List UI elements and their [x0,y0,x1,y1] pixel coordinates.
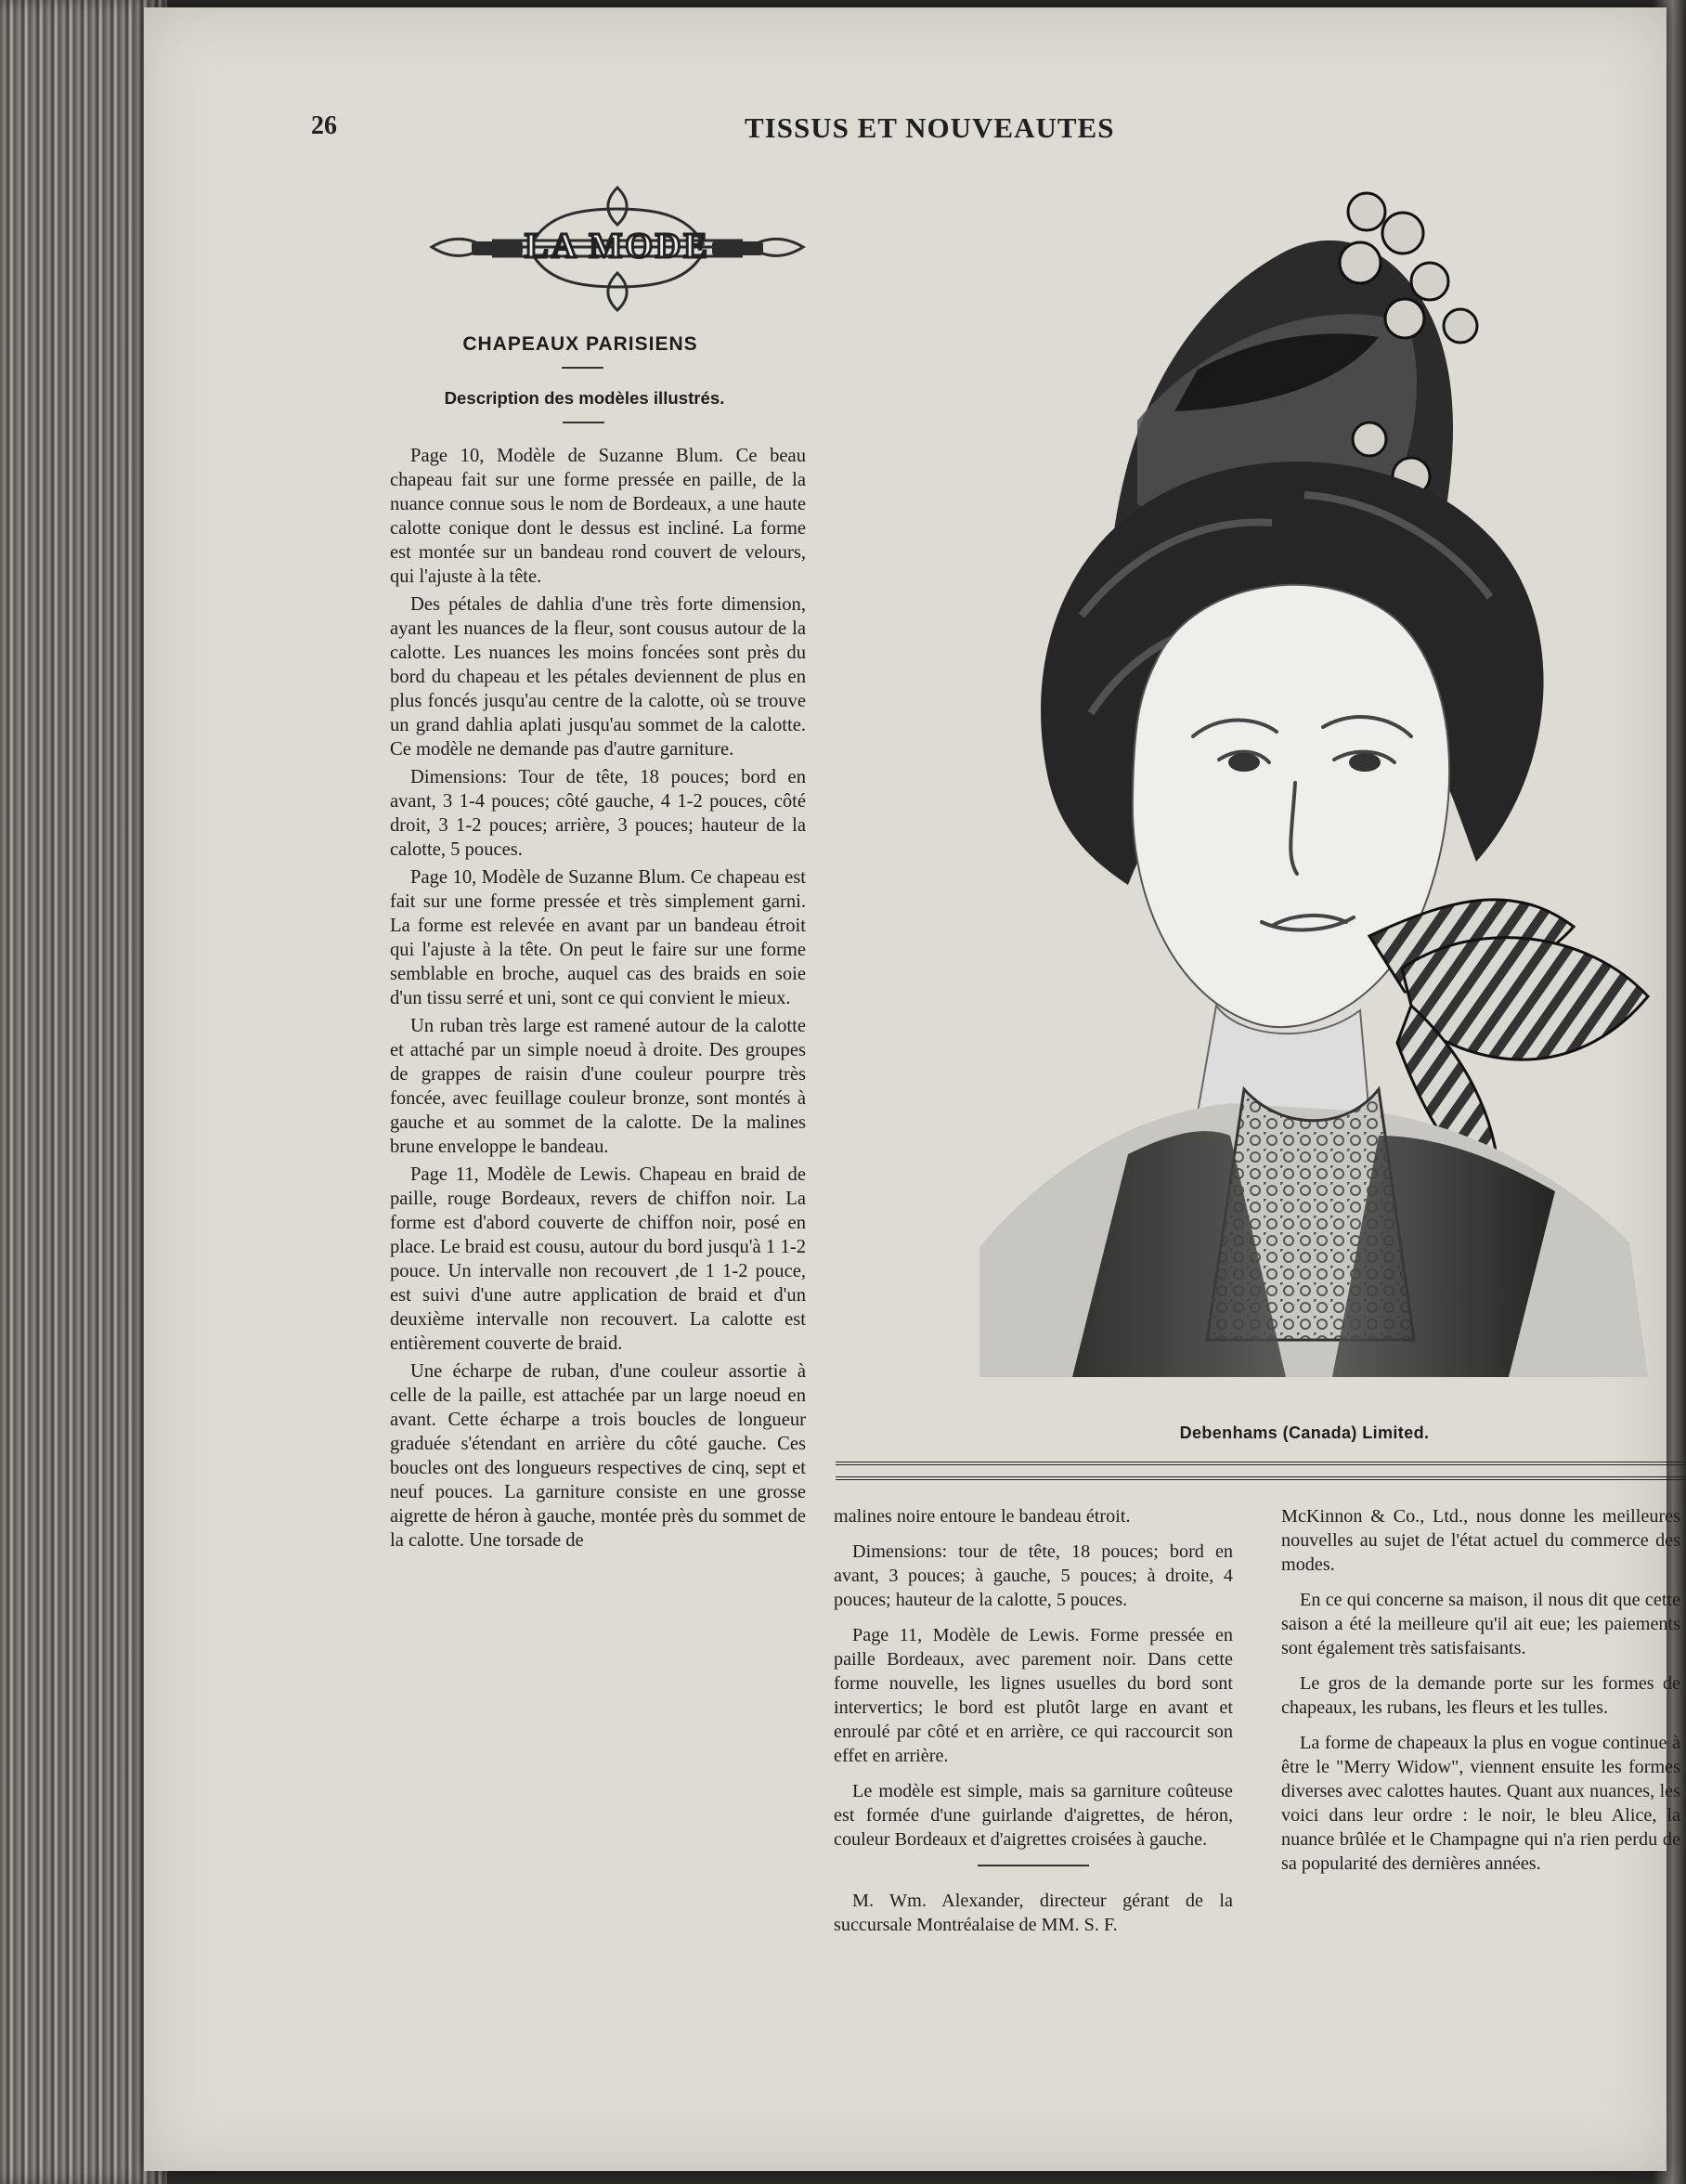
fashion-illustration [979,179,1686,1377]
article-paragraph: Le gros de la demande porte sur les formes de chapeaux, les rubans, les fleurs et les tulles. [1281,1673,1680,1718]
article-paragraph: M. Wm. Alexander, directeur gérant de la succursale Montréalaise de MM. S. F. [834,1891,1233,1935]
paragraph-divider [978,1865,1089,1866]
article-paragraph: Dimensions: Tour de tête, 18 pouces; bord en avant, 3 1-4 pouces; côté gauche, 4 1-2 pouces, côté droit, 3 1-2 pouces; arrière, 3 pouces; hauteur de la calotte, 5 pouces. [390,767,806,860]
book-page-stack [0,0,167,2184]
illustration-caption: Debenhams (Canada) Limited. [1179,1424,1430,1442]
article-paragraph: Dimensions: tour de tête, 18 pouces; bord en avant, 3 pouces; à gauche, 5 pouces; à droite, 4 pouces; hauteur de la calotte, 5 pouces. [834,1541,1233,1610]
article-paragraph: malines noire entoure le bandeau étroit. [834,1506,1131,1527]
page-number: 26 [311,111,337,140]
journal-title: TISSUS ET NOUVEAUTES [745,111,1115,144]
article-paragraph: Des pétales de dahlia d'une très forte dimension, ayant les nuances de la fleur, sont cousus autour de la calotte. Les nuances les moins foncées sont près du bord du chapeau et les pétales deviennent de plus en plus foncés jusqu'au centre de la calotte, où se trouve un grand dahlia aplati jusqu'au sommet de la calotte. Ce modèle ne demande pas d'autre garniture. [390,594,806,760]
article-paragraph: Page 11, Modèle de Lewis. Chapeau en braid de paille, rouge Bordeaux, revers de chiffon noir. La forme est d'abord couverte de chiffon noir, posé en place. Le braid est cousu, autour du bord jusqu'à 1 1-2 pouce. Un intervalle non recouvert ,de 1 1-2 pouce, est suivi d'une autre application de braid et d'un deuxième intervalle non recouvert. La calotte est entièrement couverte de braid. [390,1164,806,1354]
la-mode-logo-text: LA MODE [525,227,710,266]
article-paragraph: Page 10, Modèle de Suzanne Blum. Ce beau chapeau fait sur une forme pressée en paille, de la nuance connue sous le nom de Bordeaux, a une haute calotte conique dont le dessus est incliné. La forme est montée sur un bandeau rond couvert de velours, qui l'ajuste à la tête. [390,446,806,587]
left-article-column [255,176,817,2034]
la-mode-logo [409,176,826,316]
magazine-page [144,7,1680,2171]
right-article-column [1281,1504,1680,1887]
title-divider [562,367,603,369]
section-title: CHAPEAUX PARISIENS [462,333,698,355]
article-paragraph: Un ruban très large est ramené autour de la calotte et attaché par un simple noeud à droite. Des groupes de grappes de raisin d'une couleur pourpre très foncée, avec feuillage couleur bronze, sont montés à gauche et au sommet de la calotte. De la malines brune enveloppe le bandeau. [390,1016,806,1157]
middle-article-column [834,1504,1233,1948]
running-header [311,111,1444,156]
article-paragraph: Page 10, Modèle de Suzanne Blum. Ce chapeau est fait sur une forme pressée et très simplement garni. La forme est relevée en avant par un bandeau étroit qui l'ajuste à la tête. On peut le faire sur une forme semblable en broche, auquel cas des braids en soie d'un tissu serré et uni, sont ce qui convient le mieux. [390,867,806,1008]
left-article-text [390,444,806,1556]
article-paragraph: Page 11, Modèle de Lewis. Forme pressée en paille Bordeaux, avec parement noir. Dans cette forme nouvelle, les lignes usuelles du bord sont intervertics; le bord est plutôt large en avant et enroulé par côté et en arrière, ce qui raccourcit son effet en arrière. [834,1625,1233,1766]
section-double-rule [836,1462,1686,1480]
article-paragraph: Le modèle est simple, mais sa garniture coûteuse est formée d'une guirlande d'aigrettes, de héron, couleur Bordeaux et d'aigrettes croisées à gauche. [834,1781,1233,1850]
article-paragraph: Une écharpe de ruban, d'une couleur assortie à celle de la paille, est attachée par un large noeud en avant. Cette écharpe a trois boucles de longueur graduée s'étendant en arrière du côté gauche. Ces boucles ont des longueurs respectives de cinq, sept et neuf pouces. La garniture consiste en une grosse aigrette de héron à gauche, montée près du sommet de la calotte. Une torsade de [390,1361,806,1551]
article-paragraph: En ce qui concerne sa maison, il nous dit que cette saison a été la meilleure qu'il ait eue; les paiements sont également très satisfaisants. [1281,1590,1680,1658]
section-subtitle: Description des modèles illustrés. [444,388,725,408]
article-paragraph: La forme de chapeaux la plus en vogue continue à être le "Merry Widow", viennent ensuite les formes diverses avec calottes hautes. Quant aux nuances, les voici dans leur ordre : le noir, le bleu Alice, la nuance brûlée et le Champagne qui n'a rien perdu de sa popularité des dernières années. [1281,1733,1680,1874]
article-paragraph: McKinnon & Co., Ltd., nous donne les meilleures nouvelles au sujet de l'état actuel du commerce des modes. [1281,1506,1680,1575]
subtitle-divider [563,422,604,423]
